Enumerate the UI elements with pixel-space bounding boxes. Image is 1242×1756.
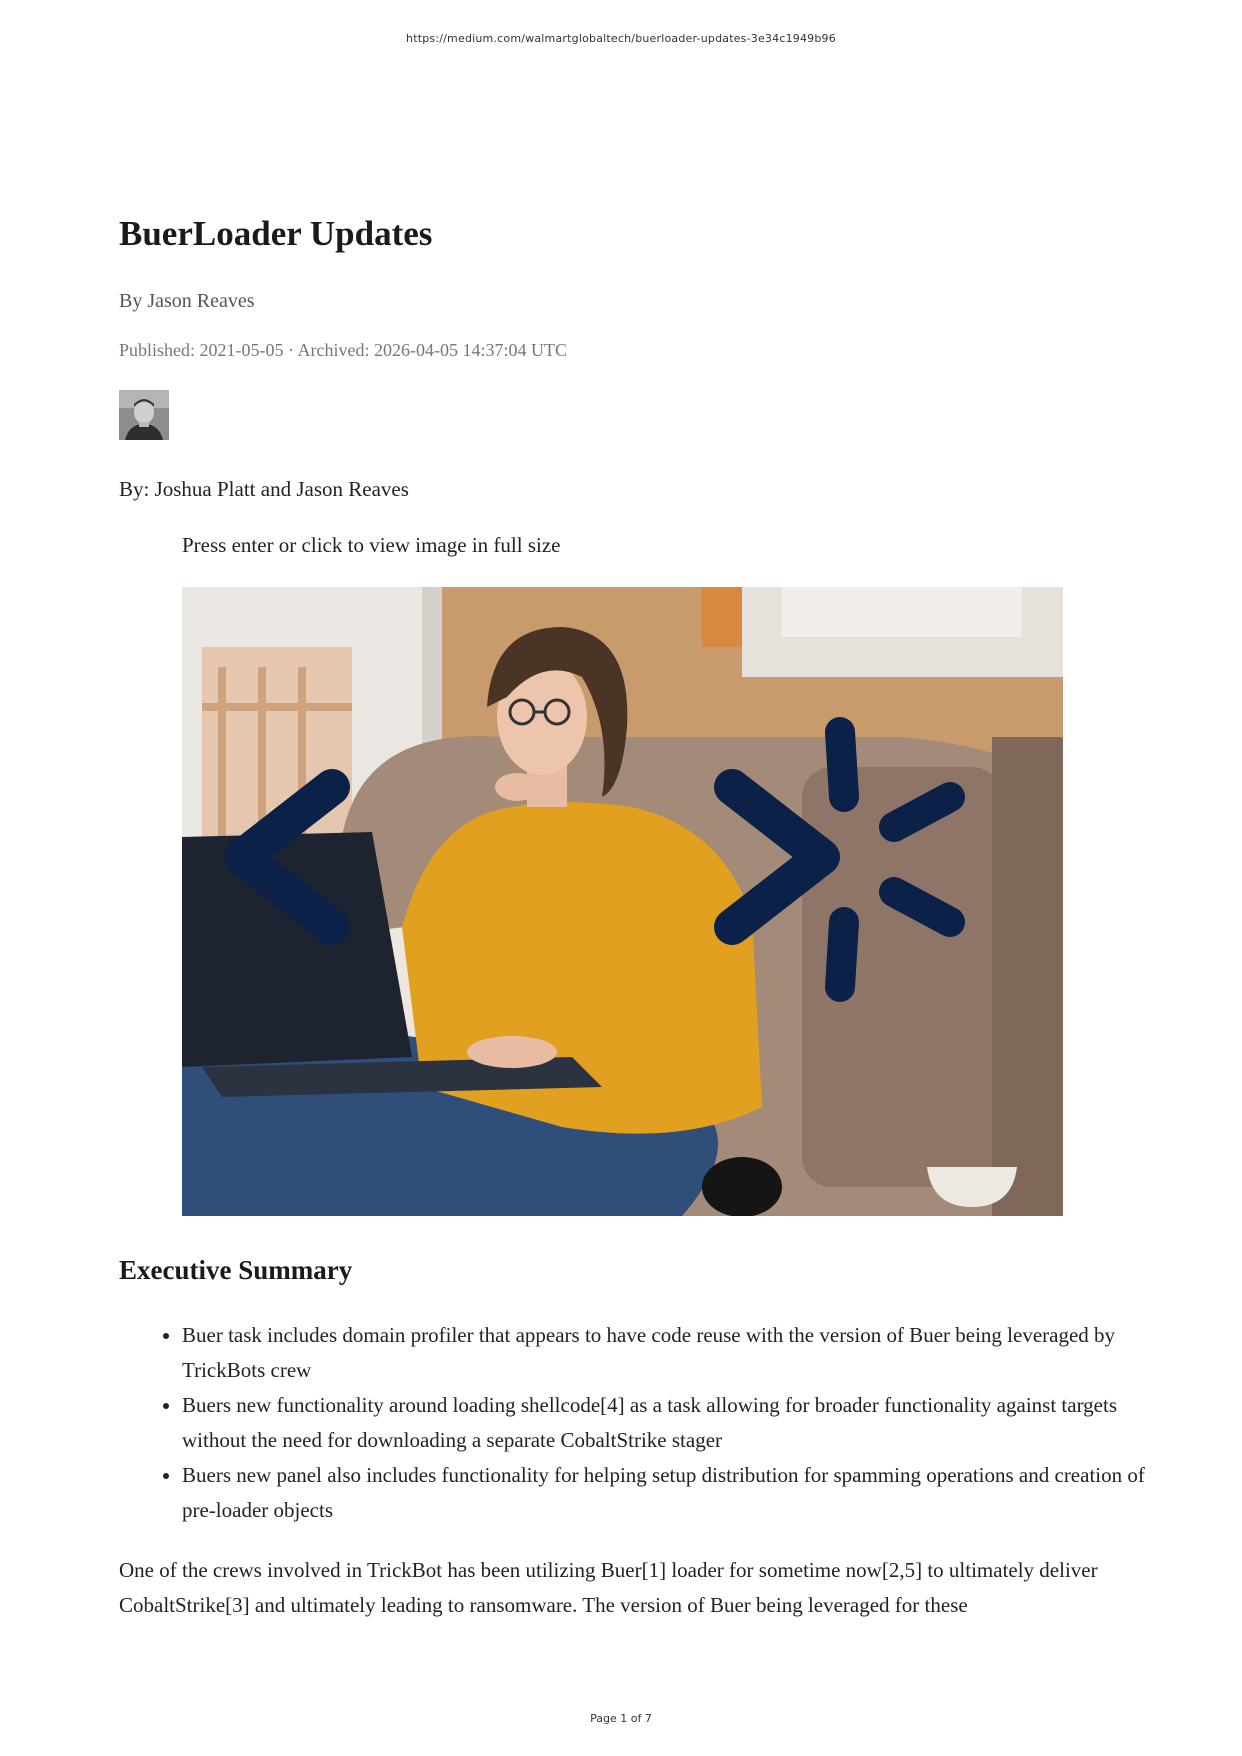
article-byline: By Jason Reaves (119, 290, 255, 312)
body-paragraph: One of the crews involved in TrickBot has been utilizing Buer[1] loader for sometime now[2,5] to ultimately deliver CobaltStrike[3] and ultimately leading to ransomware. The version of Buer being leveraged for these (119, 1558, 1098, 1617)
image-caption[interactable]: Press enter or click to view image in full size (182, 533, 561, 557)
hero-photo-illustration (182, 587, 1063, 1216)
page-number-footer: Page 1 of 7 (590, 1712, 652, 1725)
page-url-header: https://medium.com/walmartglobaltech/buerloader-updates-3e34c1949b96 (406, 32, 836, 45)
author-portrait-icon (119, 390, 169, 440)
list-item: • Buer task includes domain profiler that appears to have code reuse with the version of Buer being leveraged by TrickBots crew (182, 1318, 1182, 1388)
list-item: • Buers new functionality around loading shellcode[4] as a task allowing for broader functionality against targets without the need for downloading a separate CobaltStrike stager (182, 1388, 1182, 1458)
author-avatar[interactable] (119, 390, 169, 440)
section-title-executive-summary: Executive Summary (119, 1255, 353, 1285)
article-title: BuerLoader Updates (119, 214, 433, 253)
article-authors: By: Joshua Platt and Jason Reaves (119, 477, 409, 501)
hero-image[interactable] (182, 587, 1063, 1216)
publish-meta: Published: 2021-05-05 · Archived: 2026-04-05 14:37:04 UTC (119, 340, 567, 360)
list-item: • Buers new panel also includes functionality for helping setup distribution for spamming operations and creation of pre-loader objects (182, 1458, 1182, 1528)
summary-bullet-list (119, 1318, 1182, 1528)
